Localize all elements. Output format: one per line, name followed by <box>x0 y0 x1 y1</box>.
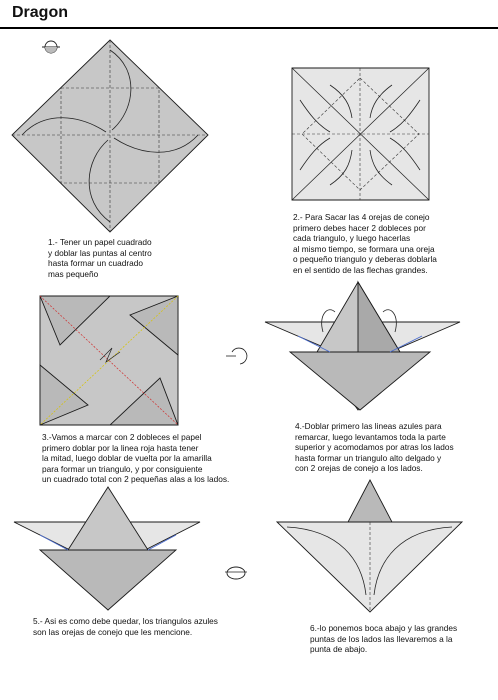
page-title: Dragon <box>12 4 68 21</box>
step-1-diagram <box>12 40 208 232</box>
step-6-tip <box>348 480 392 522</box>
step-3-caption: 3.-Vamos a marcar con 2 dobleces el papel primero doblar por la linea roja hasta tener la mitad, luego doblar de vuelta por la amarilla para formar un triangulo, y por consiguiente un cuadrado total con 2 pequeñas alas a los lados. <box>42 432 230 485</box>
rotate-icon <box>226 348 247 364</box>
step-4-caption: 4.-Doblar primero las lineas azules para remarcar, luego levantamos toda la parte superior y acomodamos por atras los lados hasta formar un triangulo alto delgado y con 2 orejas de conejo a los lados. <box>295 421 454 474</box>
turn-over-icon <box>225 567 247 579</box>
step-3-diagram <box>40 296 178 425</box>
step-5-diagram <box>14 487 200 610</box>
step-2-caption: 2.- Para Sacar las 4 orejas de conejo primero debes hacer 2 dobleces por cada triangulo, y luego hacerlas al mismo tiempo, se formara una oreja o pequeño triangulo y deberas doblarla en el sentido de las flechas grandes. <box>293 212 437 275</box>
step-1-caption: 1.- Tener un papel cuadrado y doblar las puntas al centro hasta formar un cuadrado mas pequeño <box>48 237 152 279</box>
step-5-caption: 5.- Asi es como debe quedar, los triangulos azules son las orejas de conejo que les mencione. <box>33 616 218 637</box>
step-4-diagram <box>265 282 460 410</box>
step-6-caption: 6.-lo ponemos boca abajo y las grandes puntas de los lados las llevaremos a la punta de abajo. <box>310 623 458 655</box>
step-6-base <box>277 522 462 612</box>
flip-over-icon <box>42 41 60 53</box>
step-6-diagram <box>277 480 462 612</box>
step-2-diagram <box>292 68 429 200</box>
